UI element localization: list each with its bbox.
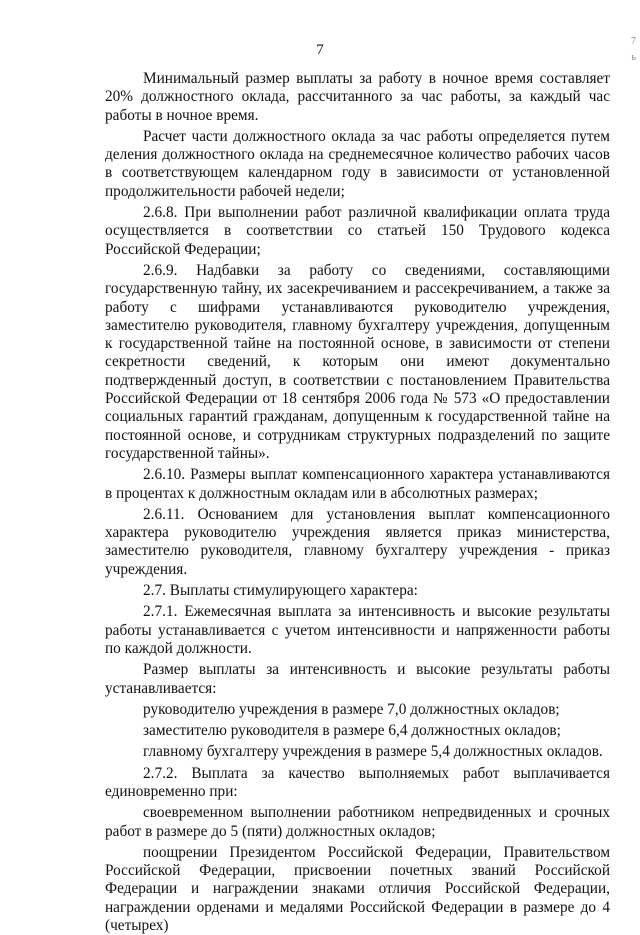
paragraph-accountant-rate: главному бухгалтеру учреждения в размере 5,4 должностных окладов. bbox=[143, 743, 603, 761]
paragraph-urgent-work: своевременном выполнении работником непредвиденных и срочных работ в размере до 5 (пяти) должностных окладов; bbox=[105, 804, 610, 840]
paragraph-awards: поощрении Президентом Российской Федерации, Правительством Российской Федерации, присвоении почетных званий Российской Федерации и награждении знаками отличия Российской Федерации, награждении орденами и медалями Российской Федерации в размере до 4 (четырех) bbox=[105, 843, 610, 935]
paragraph-hourly-calc: Расчет части должностного оклада за час работы определяется путем деления должностного оклада на среднемесячное количество рабочих часов в соответствующем календарном году в зависимости от установленной продолжительности рабочей недели; bbox=[105, 127, 610, 200]
paragraph-2-7: 2.7. Выплаты стимулирующего характера: bbox=[143, 582, 418, 600]
paragraph-2-6-10: 2.6.10. Размеры выплат компенсационного характера устанавливаются в процентах к должностным окладам или в абсолютных размерах; bbox=[105, 466, 610, 502]
paragraph-2-7-2: 2.7.2. Выплата за качество выполняемых работ выплачивается единовременно при: bbox=[105, 764, 610, 800]
paragraph-2-7-1: 2.7.1. Ежемесячная выплата за интенсивность и высокие результаты работы устанавливается с учетом интенсивности и напряженности работы по каждой должности. bbox=[105, 603, 610, 657]
paragraph-deputy-rate: заместителю руководителя в размере 6,4 должностных окладов; bbox=[143, 722, 561, 740]
paragraph-director-rate: руководителю учреждения в размере 7,0 должностных окладов; bbox=[143, 700, 560, 718]
margin-mark-bottom: ь bbox=[631, 52, 636, 63]
paragraph-night-work-min: Минимальный размер выплаты за работу в ночное время составляет 20% должностного оклада, рассчитанного за час работы, за каждый час работы в ночное время. bbox=[105, 70, 610, 124]
document-body bbox=[105, 70, 610, 935]
page-number: 7 bbox=[316, 42, 324, 58]
paragraph-2-6-8: 2.6.8. При выполнении работ различной квалификации оплата труда осуществляется в соответствии со статьей 150 Трудового кодекса Российской Федерации; bbox=[105, 204, 610, 258]
paragraph-payment-size: Размер выплаты за интенсивность и высокие результаты работы устанавливается: bbox=[105, 661, 610, 697]
paragraph-2-6-9: 2.6.9. Надбавки за работу со сведениями, составляющими государственную тайну, их засекречиванием и рассекречиванием, а также за работу с шифрами устанавливаются руководителю учреждения, заместителю руководителя, главному бухгалтеру учреждения, допущенным к государственной тайне на постоянной основе, в зависимости от степени секретности сведений, к которым они имеют документально подтвержденный доступ, в соответствии с постановлением Правительства Российской Федерации от 18 сентября 2006 года № 573 «О предоставлении социальных гарантий гражданам, допущенным к государственной тайне на постоянной основе, и сотрудникам структурных подразделений по защите государственной тайны». bbox=[105, 261, 610, 462]
paragraph-2-6-11: 2.6.11. Основанием для установления выплат компенсационного характера руководителю учреждения является приказ министерства, заместителю руководителя, главному бухгалтеру учреждения - приказ учреждения. bbox=[105, 505, 610, 578]
margin-mark bbox=[631, 34, 636, 66]
margin-mark-top: 7 bbox=[631, 36, 636, 47]
